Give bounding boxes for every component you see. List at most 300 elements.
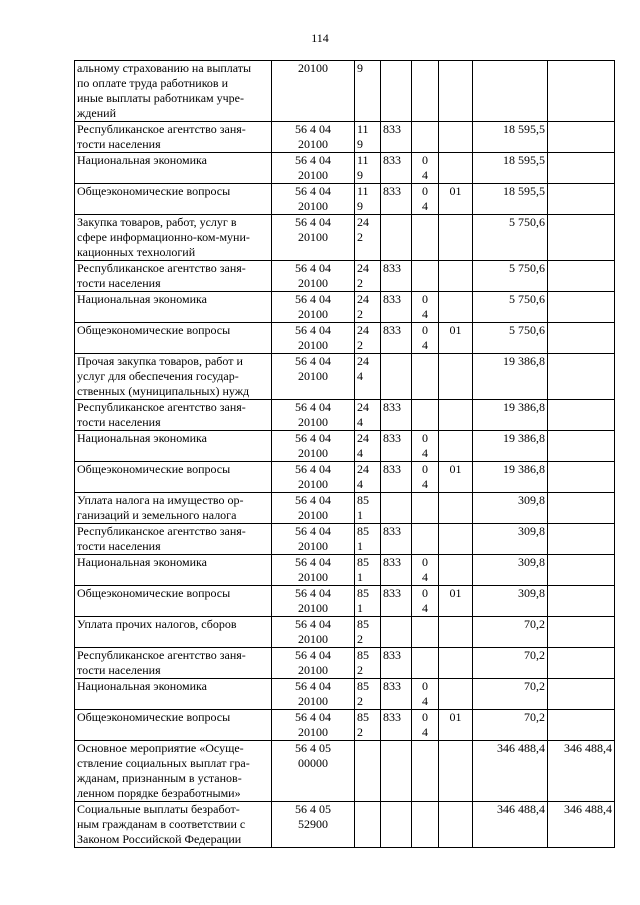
- cell-amount-primary: [473, 431, 548, 462]
- cell-subsection-code: [439, 493, 473, 524]
- cell-amount-secondary: [548, 153, 615, 184]
- table-row: [75, 400, 615, 431]
- cell-row-name: [75, 524, 272, 555]
- cell-expense-type-code: [355, 354, 381, 400]
- cell-administrator-code: [381, 710, 412, 741]
- cell-target-article-code: [272, 292, 355, 323]
- cell-amount-secondary: [548, 524, 615, 555]
- table-row: [75, 586, 615, 617]
- cell-subsection-code: [439, 122, 473, 153]
- cell-administrator-code: [381, 184, 412, 215]
- cell-section-code: [412, 524, 439, 555]
- cell-subsection-code: [439, 710, 473, 741]
- target-article-code-text: 56 4 04 20100: [295, 462, 331, 491]
- cell-row-name: [75, 462, 272, 493]
- table-row: [75, 710, 615, 741]
- cell-expense-type-code: [355, 493, 381, 524]
- cell-expense-type-code: [355, 431, 381, 462]
- cell-amount-secondary: [548, 215, 615, 261]
- row-name-text: Республиканское агентство заня- тости населения: [77, 122, 246, 151]
- cell-administrator-code: [381, 648, 412, 679]
- table-row: [75, 292, 615, 323]
- expense-type-code-text: 85 2: [357, 710, 369, 739]
- cell-administrator-code: [381, 524, 412, 555]
- row-name-text: Социальные выплаты безработ- ным гражданам в соответствии с Законом Российской Федерации: [77, 802, 246, 846]
- administrator-code-text: 833: [383, 323, 401, 337]
- cell-row-name: [75, 710, 272, 741]
- row-name-text: Закупка товаров, работ, услуг в сфере информационно-ком-муни- кационных технологий: [77, 215, 250, 259]
- cell-subsection-code: [439, 741, 473, 802]
- cell-amount-secondary: [548, 292, 615, 323]
- cell-subsection-code: [439, 153, 473, 184]
- target-article-code-text: 56 4 04 20100: [295, 555, 331, 584]
- cell-amount-secondary: [548, 679, 615, 710]
- cell-expense-type-code: [355, 555, 381, 586]
- cell-target-article-code: [272, 710, 355, 741]
- table-row: [75, 617, 615, 648]
- cell-amount-primary: [473, 292, 548, 323]
- cell-subsection-code: [439, 61, 473, 122]
- cell-section-code: [412, 710, 439, 741]
- expense-type-code-text: 24 2: [357, 292, 369, 321]
- cell-amount-primary: [473, 323, 548, 354]
- cell-target-article-code: [272, 61, 355, 122]
- cell-target-article-code: [272, 741, 355, 802]
- cell-amount-secondary: [548, 710, 615, 741]
- cell-amount-primary: [473, 153, 548, 184]
- cell-section-code: [412, 493, 439, 524]
- amount-primary-text: 18 595,5: [503, 153, 545, 167]
- administrator-code-text: 833: [383, 292, 401, 306]
- administrator-code-text: 833: [383, 153, 401, 167]
- cell-expense-type-code: [355, 153, 381, 184]
- cell-section-code: [412, 400, 439, 431]
- cell-row-name: [75, 802, 272, 848]
- cell-section-code: [412, 153, 439, 184]
- row-name-text: Национальная экономика: [77, 292, 207, 306]
- cell-administrator-code: [381, 802, 412, 848]
- cell-administrator-code: [381, 555, 412, 586]
- cell-target-article-code: [272, 354, 355, 400]
- row-name-text: Общеэкономические вопросы: [77, 710, 231, 724]
- table-row: [75, 741, 615, 802]
- cell-section-code: [412, 431, 439, 462]
- cell-row-name: [75, 153, 272, 184]
- cell-administrator-code: [381, 431, 412, 462]
- target-article-code-text: 56 4 04 20100: [295, 400, 331, 429]
- row-name-text: Национальная экономика: [77, 153, 207, 167]
- expense-type-code-text: 11 9: [357, 122, 369, 151]
- cell-amount-secondary: [548, 122, 615, 153]
- target-article-code-text: 56 4 04 20100: [295, 679, 331, 708]
- row-name-text: Прочая закупка товаров, работ и услуг для обеспечения государ- ственных (муниципальных) нужд: [77, 354, 250, 398]
- table-row: [75, 61, 615, 122]
- table-row: [75, 431, 615, 462]
- target-article-code-text: 56 4 04 20100: [295, 617, 331, 646]
- row-name-text: Республиканское агентство заня- тости населения: [77, 648, 246, 677]
- amount-primary-text: 70,2: [524, 710, 545, 724]
- target-article-code-text: 56 4 04 20100: [295, 153, 331, 182]
- expense-type-code-text: 85 1: [357, 555, 369, 584]
- cell-amount-secondary: [548, 462, 615, 493]
- target-article-code-text: 56 4 04 20100: [295, 710, 331, 739]
- cell-target-article-code: [272, 184, 355, 215]
- amount-primary-text: 70,2: [524, 617, 545, 631]
- section-code-text: 0 4: [422, 555, 428, 584]
- cell-row-name: [75, 323, 272, 354]
- table-row: [75, 122, 615, 153]
- target-article-code-text: 56 4 05 52900: [295, 802, 331, 831]
- cell-row-name: [75, 493, 272, 524]
- cell-administrator-code: [381, 323, 412, 354]
- cell-amount-primary: [473, 586, 548, 617]
- cell-amount-secondary: [548, 400, 615, 431]
- row-name-text: Уплата прочих налогов, сборов: [77, 617, 237, 631]
- amount-primary-text: 19 386,8: [503, 431, 545, 445]
- administrator-code-text: 833: [383, 586, 401, 600]
- table-row: [75, 648, 615, 679]
- cell-expense-type-code: [355, 215, 381, 261]
- cell-row-name: [75, 261, 272, 292]
- cell-row-name: [75, 555, 272, 586]
- cell-subsection-code: [439, 261, 473, 292]
- cell-target-article-code: [272, 617, 355, 648]
- section-code-text: 0 4: [422, 431, 428, 460]
- cell-expense-type-code: [355, 586, 381, 617]
- cell-target-article-code: [272, 493, 355, 524]
- cell-amount-secondary: [548, 61, 615, 122]
- cell-amount-primary: [473, 679, 548, 710]
- cell-amount-primary: [473, 524, 548, 555]
- target-article-code-text: 20100: [298, 61, 328, 75]
- cell-target-article-code: [272, 586, 355, 617]
- amount-primary-text: 5 750,6: [509, 323, 545, 337]
- table-row: [75, 802, 615, 848]
- cell-target-article-code: [272, 648, 355, 679]
- cell-amount-primary: [473, 400, 548, 431]
- cell-amount-primary: [473, 617, 548, 648]
- administrator-code-text: 833: [383, 462, 401, 476]
- cell-row-name: [75, 586, 272, 617]
- administrator-code-text: 833: [383, 710, 401, 724]
- target-article-code-text: 56 4 04 20100: [295, 354, 331, 383]
- cell-administrator-code: [381, 493, 412, 524]
- cell-amount-primary: [473, 493, 548, 524]
- cell-amount-secondary: [548, 586, 615, 617]
- row-name-text: Республиканское агентство заня- тости населения: [77, 400, 246, 429]
- cell-target-article-code: [272, 323, 355, 354]
- amount-primary-text: 18 595,5: [503, 184, 545, 198]
- amount-primary-text: 5 750,6: [509, 292, 545, 306]
- cell-subsection-code: [439, 679, 473, 710]
- cell-subsection-code: [439, 617, 473, 648]
- cell-section-code: [412, 122, 439, 153]
- row-name-text: Национальная экономика: [77, 679, 207, 693]
- administrator-code-text: 833: [383, 524, 401, 538]
- cell-section-code: [412, 184, 439, 215]
- cell-row-name: [75, 215, 272, 261]
- cell-amount-secondary: [548, 648, 615, 679]
- table-row: [75, 679, 615, 710]
- target-article-code-text: 56 4 04 20100: [295, 261, 331, 290]
- cell-amount-secondary: [548, 741, 615, 802]
- cell-administrator-code: [381, 122, 412, 153]
- cell-amount-secondary: [548, 555, 615, 586]
- cell-target-article-code: [272, 400, 355, 431]
- amount-secondary-text: 346 488,4: [564, 741, 612, 755]
- cell-administrator-code: [381, 741, 412, 802]
- budget-table: [74, 60, 615, 848]
- row-name-text: Общеэкономические вопросы: [77, 462, 231, 476]
- cell-subsection-code: [439, 431, 473, 462]
- cell-administrator-code: [381, 586, 412, 617]
- row-name-text: Основное мероприятие «Осуще- ствление социальных выплат гра- жданам, признанным в установ- ленном порядке безработными»: [77, 741, 250, 800]
- expense-type-code-text: 24 4: [357, 354, 369, 383]
- cell-section-code: [412, 292, 439, 323]
- cell-amount-primary: [473, 741, 548, 802]
- cell-section-code: [412, 617, 439, 648]
- cell-row-name: [75, 648, 272, 679]
- administrator-code-text: 833: [383, 184, 401, 198]
- cell-administrator-code: [381, 617, 412, 648]
- cell-subsection-code: [439, 184, 473, 215]
- cell-target-article-code: [272, 431, 355, 462]
- cell-target-article-code: [272, 215, 355, 261]
- expense-type-code-text: 24 2: [357, 215, 369, 244]
- cell-expense-type-code: [355, 292, 381, 323]
- cell-target-article-code: [272, 462, 355, 493]
- cell-administrator-code: [381, 354, 412, 400]
- cell-row-name: [75, 354, 272, 400]
- expense-type-code-text: 24 2: [357, 261, 369, 290]
- cell-subsection-code: [439, 215, 473, 261]
- cell-amount-secondary: [548, 802, 615, 848]
- cell-amount-secondary: [548, 184, 615, 215]
- target-article-code-text: 56 4 04 20100: [295, 493, 331, 522]
- target-article-code-text: 56 4 04 20100: [295, 648, 331, 677]
- cell-expense-type-code: [355, 648, 381, 679]
- cell-target-article-code: [272, 555, 355, 586]
- administrator-code-text: 833: [383, 431, 401, 445]
- cell-row-name: [75, 741, 272, 802]
- target-article-code-text: 56 4 04 20100: [295, 586, 331, 615]
- section-code-text: 0 4: [422, 292, 428, 321]
- expense-type-code-text: 24 4: [357, 400, 369, 429]
- cell-administrator-code: [381, 292, 412, 323]
- section-code-text: 0 4: [422, 184, 428, 213]
- cell-subsection-code: [439, 292, 473, 323]
- expense-type-code-text: 85 1: [357, 586, 369, 615]
- cell-row-name: [75, 122, 272, 153]
- amount-secondary-text: 346 488,4: [564, 802, 612, 816]
- expense-type-code-text: 24 4: [357, 431, 369, 460]
- cell-section-code: [412, 462, 439, 493]
- cell-expense-type-code: [355, 462, 381, 493]
- subsection-code-text: 01: [449, 586, 462, 600]
- administrator-code-text: 833: [383, 122, 401, 136]
- expense-type-code-text: 85 2: [357, 648, 369, 677]
- cell-expense-type-code: [355, 710, 381, 741]
- table-row: [75, 354, 615, 400]
- cell-amount-primary: [473, 802, 548, 848]
- section-code-text: 0 4: [422, 586, 428, 615]
- subsection-code-text: 01: [449, 462, 462, 476]
- cell-amount-secondary: [548, 323, 615, 354]
- cell-expense-type-code: [355, 524, 381, 555]
- target-article-code-text: 56 4 04 20100: [295, 184, 331, 213]
- expense-type-code-text: 85 2: [357, 679, 369, 708]
- row-name-text: Национальная экономика: [77, 555, 207, 569]
- row-name-text: Общеэкономические вопросы: [77, 184, 231, 198]
- amount-primary-text: 19 386,8: [503, 462, 545, 476]
- cell-administrator-code: [381, 61, 412, 122]
- cell-amount-primary: [473, 184, 548, 215]
- amount-primary-text: 70,2: [524, 679, 545, 693]
- cell-amount-primary: [473, 261, 548, 292]
- cell-expense-type-code: [355, 261, 381, 292]
- cell-amount-primary: [473, 122, 548, 153]
- table-row: [75, 555, 615, 586]
- cell-section-code: [412, 261, 439, 292]
- cell-expense-type-code: [355, 617, 381, 648]
- cell-administrator-code: [381, 215, 412, 261]
- cell-expense-type-code: [355, 61, 381, 122]
- cell-section-code: [412, 215, 439, 261]
- section-code-text: 0 4: [422, 710, 428, 739]
- expense-type-code-text: 24 2: [357, 323, 369, 352]
- row-name-text: Общеэкономические вопросы: [77, 323, 231, 337]
- cell-amount-primary: [473, 648, 548, 679]
- cell-target-article-code: [272, 802, 355, 848]
- cell-section-code: [412, 354, 439, 400]
- amount-primary-text: 18 595,5: [503, 122, 545, 136]
- expense-type-code-text: 85 2: [357, 617, 369, 646]
- target-article-code-text: 56 4 04 20100: [295, 292, 331, 321]
- cell-subsection-code: [439, 323, 473, 354]
- table-row: [75, 462, 615, 493]
- expense-type-code-text: 11 9: [357, 184, 369, 213]
- cell-amount-secondary: [548, 261, 615, 292]
- target-article-code-text: 56 4 04 20100: [295, 122, 331, 151]
- cell-subsection-code: [439, 462, 473, 493]
- cell-administrator-code: [381, 462, 412, 493]
- cell-amount-primary: [473, 462, 548, 493]
- administrator-code-text: 833: [383, 555, 401, 569]
- amount-primary-text: 309,8: [518, 524, 545, 538]
- cell-amount-secondary: [548, 354, 615, 400]
- cell-row-name: [75, 292, 272, 323]
- cell-section-code: [412, 323, 439, 354]
- cell-target-article-code: [272, 524, 355, 555]
- cell-section-code: [412, 61, 439, 122]
- cell-row-name: [75, 61, 272, 122]
- amount-primary-text: 309,8: [518, 555, 545, 569]
- section-code-text: 0 4: [422, 679, 428, 708]
- cell-subsection-code: [439, 555, 473, 586]
- section-code-text: 0 4: [422, 153, 428, 182]
- expense-type-code-text: 24 4: [357, 462, 369, 491]
- administrator-code-text: 833: [383, 648, 401, 662]
- expense-type-code-text: 11 9: [357, 153, 369, 182]
- cell-section-code: [412, 555, 439, 586]
- cell-row-name: [75, 679, 272, 710]
- amount-primary-text: 5 750,6: [509, 215, 545, 229]
- cell-subsection-code: [439, 802, 473, 848]
- expense-type-code-text: 85 1: [357, 493, 369, 522]
- administrator-code-text: 833: [383, 400, 401, 414]
- cell-section-code: [412, 648, 439, 679]
- amount-primary-text: 346 488,4: [497, 802, 545, 816]
- target-article-code-text: 56 4 04 20100: [295, 524, 331, 553]
- cell-section-code: [412, 741, 439, 802]
- cell-row-name: [75, 400, 272, 431]
- subsection-code-text: 01: [449, 323, 462, 337]
- row-name-text: Республиканское агентство заня- тости населения: [77, 261, 246, 290]
- table-row: [75, 493, 615, 524]
- cell-expense-type-code: [355, 184, 381, 215]
- cell-subsection-code: [439, 524, 473, 555]
- cell-expense-type-code: [355, 802, 381, 848]
- cell-section-code: [412, 586, 439, 617]
- cell-target-article-code: [272, 261, 355, 292]
- cell-row-name: [75, 431, 272, 462]
- cell-amount-primary: [473, 710, 548, 741]
- cell-expense-type-code: [355, 679, 381, 710]
- administrator-code-text: 833: [383, 679, 401, 693]
- amount-primary-text: 309,8: [518, 493, 545, 507]
- cell-subsection-code: [439, 400, 473, 431]
- subsection-code-text: 01: [449, 710, 462, 724]
- cell-expense-type-code: [355, 400, 381, 431]
- table-row: [75, 153, 615, 184]
- cell-amount-secondary: [548, 431, 615, 462]
- row-name-text: Уплата налога на имущество ор- ганизаций и земельного налога: [77, 493, 244, 522]
- administrator-code-text: 833: [383, 261, 401, 275]
- cell-amount-primary: [473, 555, 548, 586]
- expense-type-code-text: 85 1: [357, 524, 369, 553]
- row-name-text: альному страхованию на выплаты по оплате труда работников и иные выплаты работникам учре- ждений: [77, 61, 252, 120]
- expense-type-code-text: 9: [357, 61, 363, 75]
- cell-subsection-code: [439, 648, 473, 679]
- cell-expense-type-code: [355, 122, 381, 153]
- cell-expense-type-code: [355, 323, 381, 354]
- cell-target-article-code: [272, 679, 355, 710]
- table-row: [75, 524, 615, 555]
- target-article-code-text: 56 4 04 20100: [295, 431, 331, 460]
- cell-amount-secondary: [548, 617, 615, 648]
- section-code-text: 0 4: [422, 462, 428, 491]
- table-row: [75, 184, 615, 215]
- budget-table-body: [75, 61, 615, 848]
- cell-row-name: [75, 617, 272, 648]
- table-row: [75, 323, 615, 354]
- cell-section-code: [412, 802, 439, 848]
- cell-amount-secondary: [548, 493, 615, 524]
- amount-primary-text: 19 386,8: [503, 354, 545, 368]
- cell-row-name: [75, 184, 272, 215]
- page-number: 114: [311, 31, 329, 45]
- cell-administrator-code: [381, 261, 412, 292]
- target-article-code-text: 56 4 04 20100: [295, 215, 331, 244]
- row-name-text: Национальная экономика: [77, 431, 207, 445]
- table-row: [75, 215, 615, 261]
- cell-section-code: [412, 679, 439, 710]
- cell-administrator-code: [381, 153, 412, 184]
- cell-amount-primary: [473, 354, 548, 400]
- row-name-text: Общеэкономические вопросы: [77, 586, 231, 600]
- amount-primary-text: 309,8: [518, 586, 545, 600]
- cell-subsection-code: [439, 354, 473, 400]
